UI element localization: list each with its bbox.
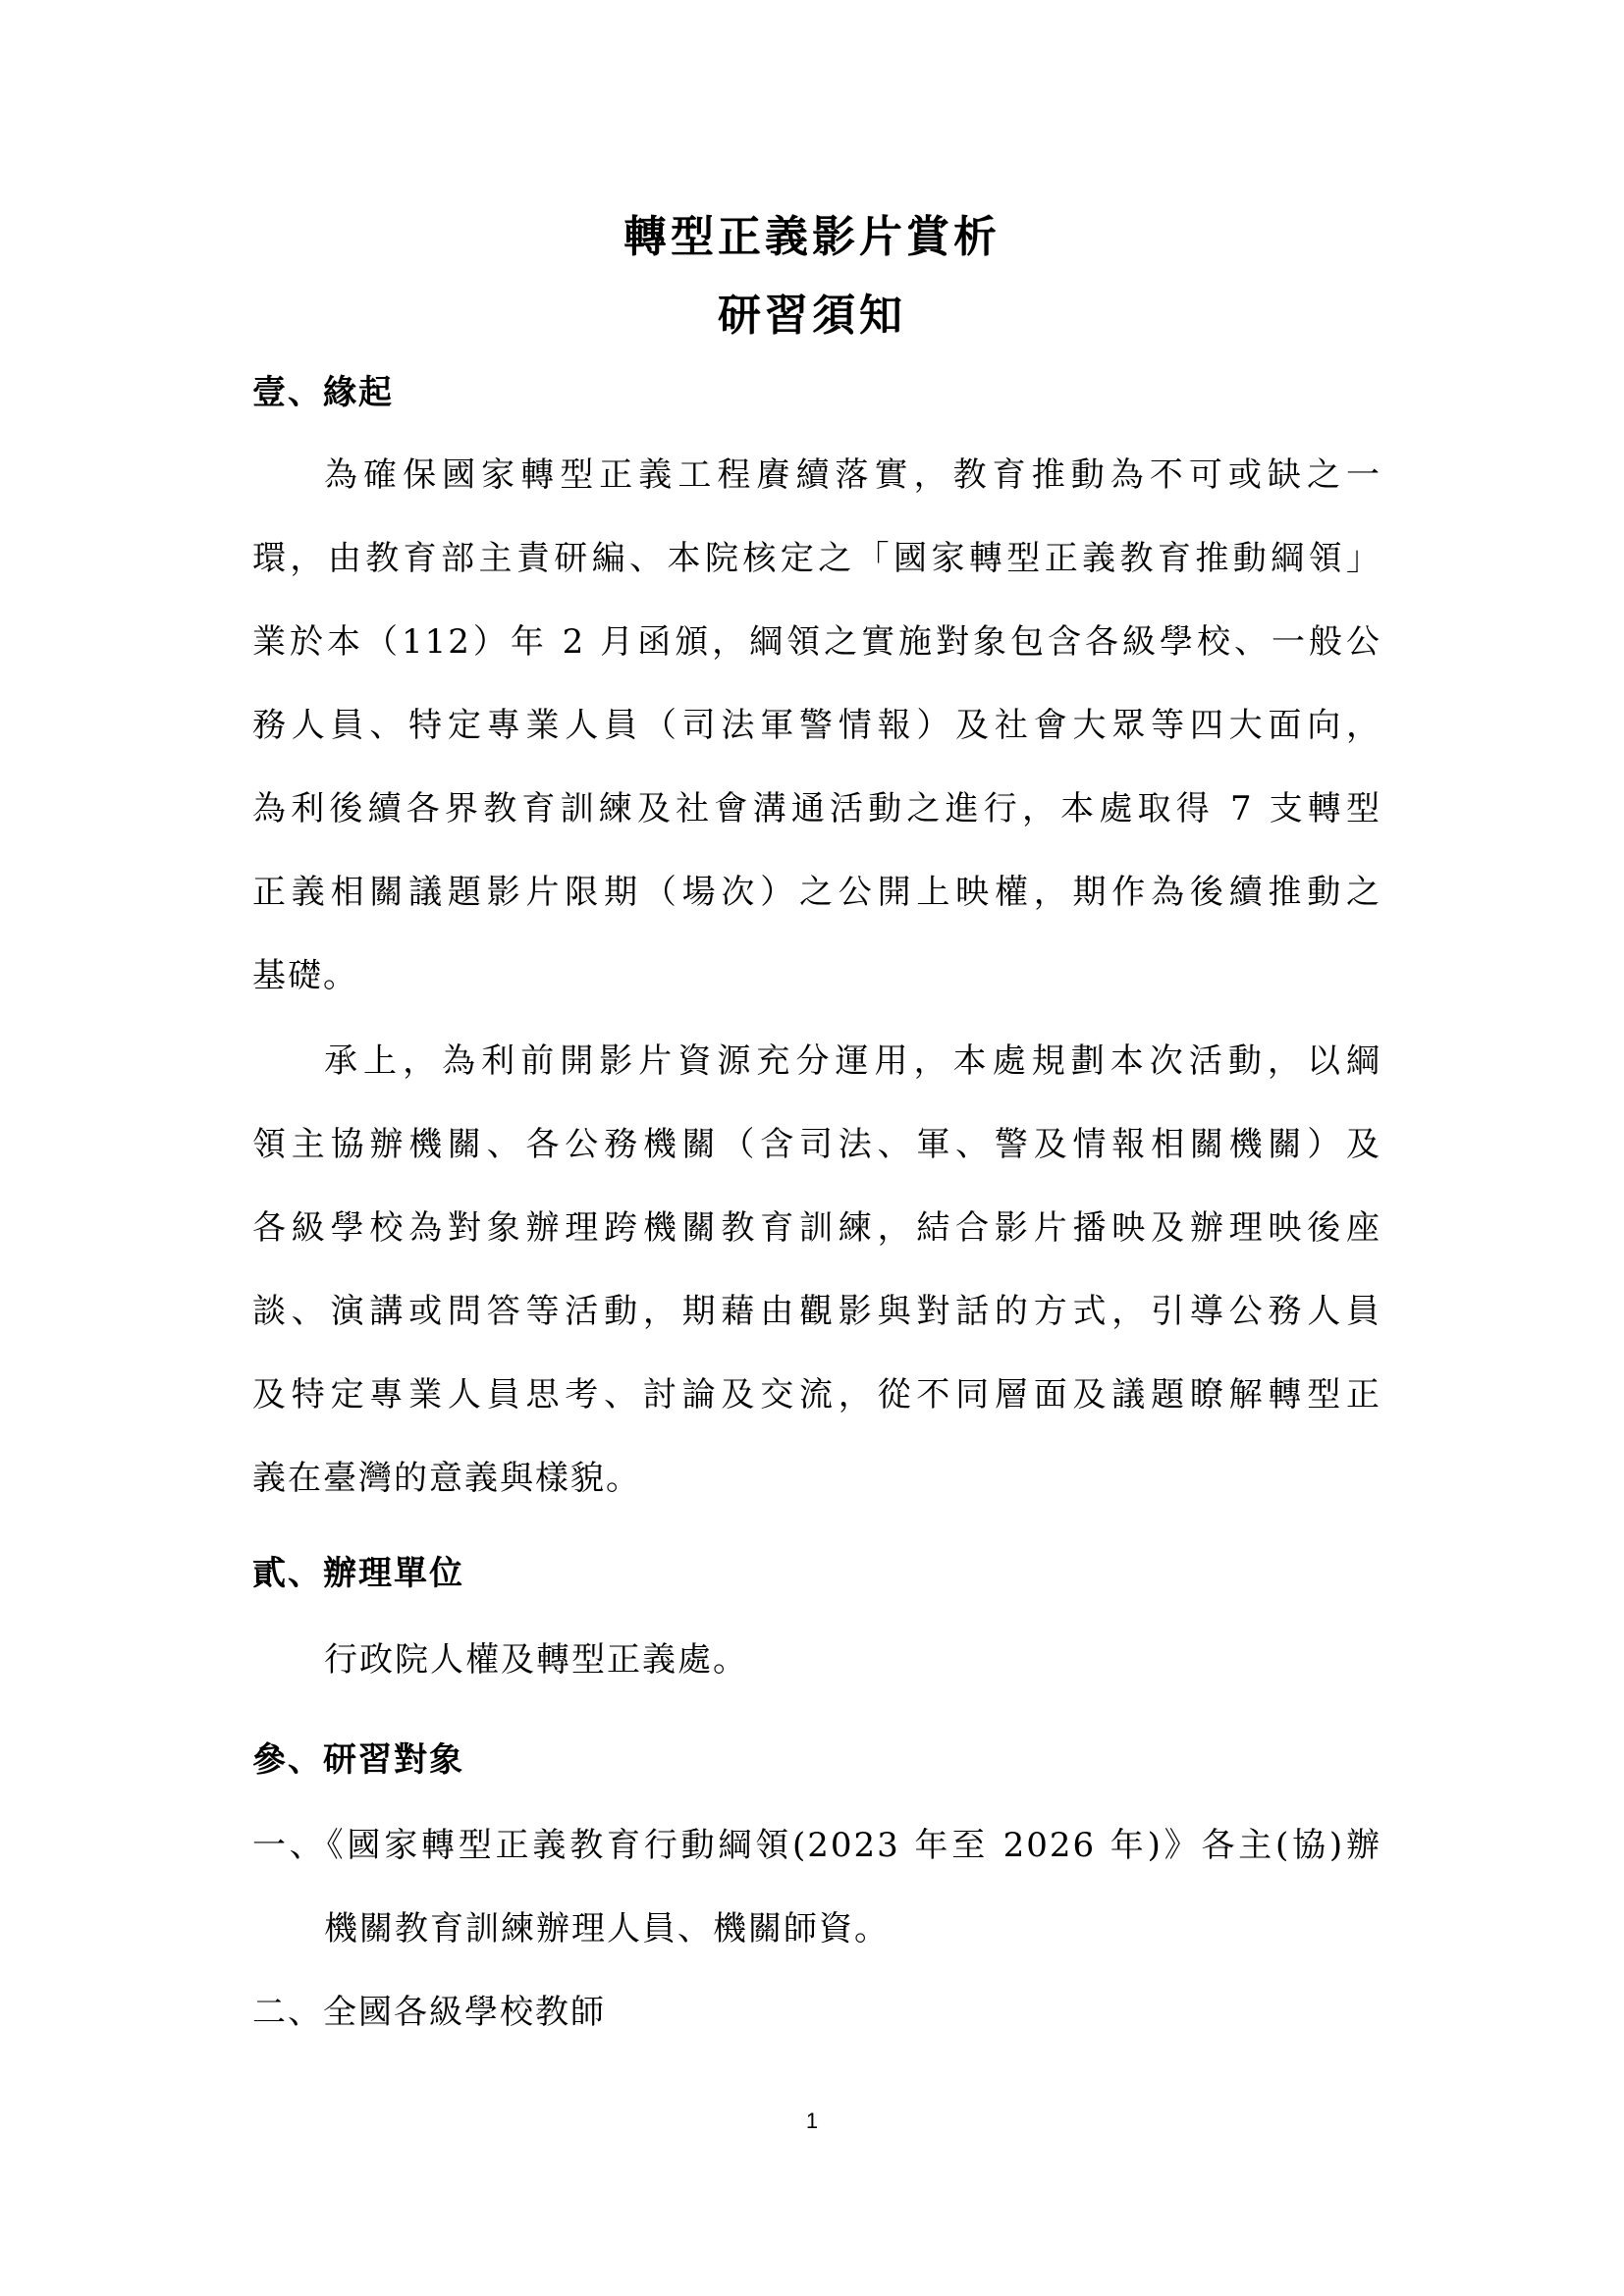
section-heading-participants: 參、研習對象 xyxy=(252,1740,464,1780)
list-item: 一、《國家轉型正義教育行動綱領(2023 年至 2026 年)》各主(協)辦 xyxy=(252,1826,1381,1865)
paragraph-line: 及特定專業人員思考、討論及交流，從不同層面及議題瞭解轉型正 xyxy=(252,1375,1381,1415)
document-title: 轉型正義影片賞析 xyxy=(623,212,1001,262)
paragraph-line: 業於本（112）年 2 月函頒，綱領之實施對象包含各級學校、一般公 xyxy=(252,622,1381,662)
page-number: 1 xyxy=(805,2109,819,2133)
document-subtitle: 研習須知 xyxy=(718,291,906,341)
list-item-continuation: 機關教育訓練辦理人員、機關師資。 xyxy=(324,1909,890,1949)
organizer-text: 行政院人權及轉型正義處。 xyxy=(324,1640,748,1680)
section-heading-origin: 壹、緣起 xyxy=(252,373,394,412)
paragraph-line: 務人員、特定專業人員（司法軍警情報）及社會大眾等四大面向， xyxy=(252,706,1381,745)
section-heading-organizer: 貳、辦理單位 xyxy=(252,1554,464,1593)
paragraph-line: 基礎。 xyxy=(252,956,358,995)
paragraph-line: 各級學校為對象辦理跨機關教育訓練，結合影片播映及辦理映後座 xyxy=(252,1208,1381,1248)
paragraph-line: 正義相關議題影片限期（場次）之公開上映權，期作為後續推動之 xyxy=(252,873,1381,912)
paragraph-line: 義在臺灣的意義與樣貌。 xyxy=(252,1459,641,1498)
paragraph-line: 承上，為利前開影片資源充分運用，本處規劃本次活動，以綱 xyxy=(324,1041,1381,1081)
paragraph-line: 為利後續各界教育訓練及社會溝通活動之進行，本處取得 7 支轉型 xyxy=(252,789,1381,828)
paragraph-line: 環，由教育部主責研編、本院核定之「國家轉型正義教育推動綱領」 xyxy=(252,539,1381,578)
paragraph-line: 領主協辦機關、各公務機關（含司法、軍、警及情報相關機關）及 xyxy=(252,1125,1381,1164)
paragraph-line: 為確保國家轉型正義工程賡續落實，教育推動為不可或缺之一 xyxy=(324,455,1381,495)
list-item: 二、全國各級學校教師 xyxy=(252,1993,606,2032)
paragraph-line: 談、演講或問答等活動，期藉由觀影與對話的方式，引導公務人員 xyxy=(252,1292,1381,1331)
